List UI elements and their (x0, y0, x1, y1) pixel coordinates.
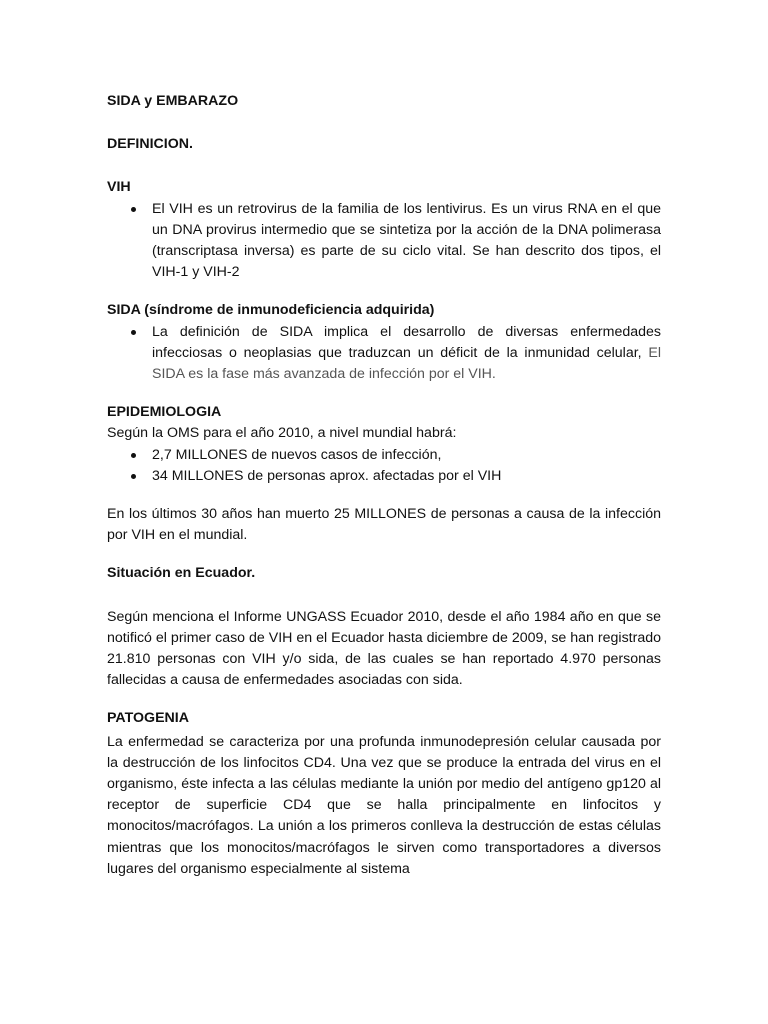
patogenia-heading: PATOGENIA (107, 710, 189, 727)
epidemiologia-bullet-list (107, 445, 661, 487)
epidemiologia-heading: EPIDEMIOLOGIA (107, 404, 222, 421)
epidemiologia-bullet-item: 34 MILLONES de personas aprox. afectadas por el VIH (107, 466, 661, 487)
definicion-heading: DEFINICION. (107, 136, 193, 153)
epidemiologia-paragraph: En los últimos 30 años han muerto 25 MILLONES de personas a causa de la infección por VIH en el mundial. (107, 506, 661, 544)
sida-bullet-item (107, 322, 661, 386)
document-title: SIDA y EMBARAZO (107, 93, 239, 109)
document-body (107, 91, 661, 880)
sida-heading: SIDA (síndrome de inmunodeficiencia adquirida) (107, 302, 435, 319)
patogenia-paragraph: La enfermedad se caracteriza por una profunda inmunodepresión celular causada por la destrucción de los linfocitos CD4. Una vez que se produce la entrada del virus en el organismo, éste infecta a las células mediante la unión por medio del antígeno gp120 al receptor de superficie CD4 que se halla principalmente en linfocitos y monocitos/macrófagos. La unión a los primeros conlleva la destrucción de estas células mientras que los monocitos/macrófagos le sirven como transportadores a diversos lugares del organismo especialmente al sistema (107, 733, 661, 877)
sida-bullet-text: La definición de SIDA implica el desarrollo de diversas enfermedades infecciosas o neoplasias que traduzcan un déficit de la inmunidad celular, (152, 323, 661, 361)
vih-bullet-list (107, 199, 661, 284)
ecuador-paragraph: Según menciona el Informe UNGASS Ecuador 2010, desde el año 1984 año en que se notificó el primer caso de VIH en el Ecuador hasta diciembre de 2009, se han registrado 21.810 personas con VIH y/o sida, de las cuales se han reportado 4.970 personas fallecidas a causa de enfermedades asociadas con sida. (107, 608, 661, 689)
sida-bullet-list (107, 322, 661, 386)
vih-heading: VIH (107, 179, 131, 196)
vih-bullet-item: El VIH es un retrovirus de la familia de los lentivirus. Es un virus RNA en el que un DNA provirus intermedio que se sintetiza por la acción de la DNA polimerasa (transcriptasa inversa) es parte de su ciclo vital. Se han descrito dos tipos, el VIH-1 y VIH-2 (107, 199, 661, 284)
ecuador-heading: Situación en Ecuador. (107, 565, 256, 582)
epidemiologia-bullet-item: 2,7 MILLONES de nuevos casos de infección, (107, 445, 661, 466)
sida-bullet-muted-text: El SIDA es la fase más avanzada de infección por el VIH. (152, 344, 661, 383)
epidemiologia-intro: Según la OMS para el año 2010, a nivel mundial habrá: (107, 425, 457, 442)
